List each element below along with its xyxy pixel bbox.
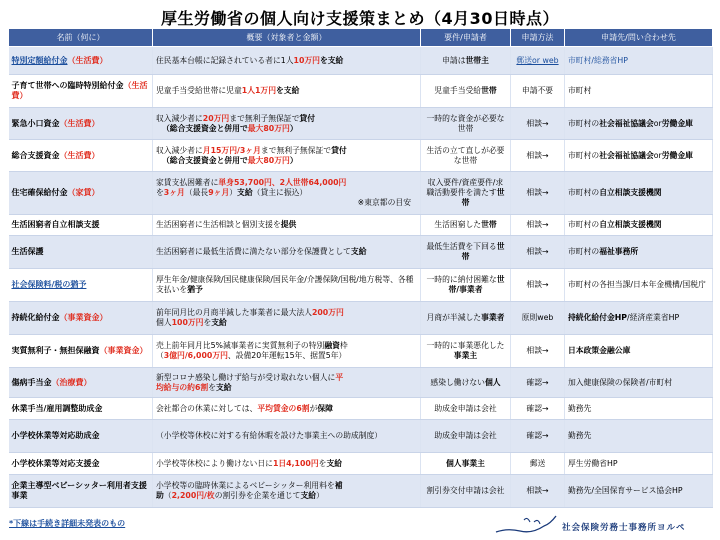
summary-text: 枠 [339,341,348,350]
row-requirement [421,140,511,172]
row-method [511,75,565,108]
contact-bold: 持続化給付金HP [568,313,628,322]
name-text: 生活困窮者自立相談支援 [11,220,100,229]
summary-text: 生活困窮者に生活相談と個別支援を [156,220,281,229]
summary-text: ） [289,123,298,133]
name-tag: （治療費） [51,377,92,387]
contact-text: 勤務先 [568,431,592,440]
row-contact [565,236,713,269]
name-text: 企業主導型ベビーシッター利用者支援事業 [11,481,147,500]
row-method [511,108,565,140]
summary-text: 小学校等の臨時休業によるベビーシッター利用料を [156,481,335,490]
row-name [9,302,153,335]
name-text: 子育て世帯への臨時特別給付金 [11,81,124,90]
summary-action: 助 [156,491,164,500]
contact-text: or [653,118,662,128]
req-text: 生活の立て直しが必要な世帯 [426,145,505,165]
summary-text: の割引券を企業を通じて [214,491,301,500]
summary-action: 貸付 [299,113,315,123]
row-summary [153,75,421,108]
req-text: 一時的に事業悪化した [426,341,505,350]
summary-amount: 平 [335,372,344,382]
row-name [9,398,153,420]
row-contact [565,269,713,302]
row-summary [153,398,421,420]
summary-text: 売上前年同月比5%減事業者に実質無利子の特別 [156,341,325,350]
summary-text: まで無利子無保証で [229,113,300,123]
table-row [9,269,713,302]
row-summary [153,302,421,335]
logo-text: 社会保険労務士事務所ヨルペ [562,523,686,533]
contact-text: 市町村の [568,118,600,128]
row-summary [153,108,421,140]
page-title: 厚生労働省の個人向け支援策まとめ（4月30日時点） [161,9,559,28]
row-requirement [421,453,511,475]
summary-text: （最長 [184,188,209,197]
req-text: 助成金申請は会社 [434,403,497,413]
summary-text: 児童手当受給世帯に児童 [156,86,242,95]
row-method [511,453,565,475]
row-method [511,236,565,269]
summary-amount: 200万円 [311,308,344,317]
table-row [9,475,713,508]
table-row [9,215,713,236]
row-summary [153,420,421,453]
contact-bold: 福祉事務所 [599,247,639,256]
row-summary [153,475,421,508]
table-header-row [9,29,713,47]
row-name [9,475,153,508]
table-row [9,368,713,398]
row-name [9,75,153,108]
row-method [511,420,565,453]
summary-text: を [203,318,212,327]
summary-amount: 9ヶ月 [208,188,230,197]
name-tag: （生活費） [59,118,100,128]
method-text: 相談→ [526,188,549,197]
row-summary [153,236,421,269]
summary-line2 [156,124,298,134]
summary-text: 厚生年金/健康保険/国民健康保険/国民年金/介護保険/国税/地方税等、各種支払いを [156,275,414,294]
row-contact [565,398,713,420]
req-bold: 世帯 [461,242,505,261]
summary-text: 前年同月比の月商半減した事業者に最大法人 [156,308,312,317]
row-requirement [421,368,511,398]
contact-bold: 社会福祉協議会 [599,150,654,160]
row-name [9,335,153,368]
row-name [9,47,153,75]
contact-text: 市町村の [568,247,600,256]
summary-amount: 平均賃金の6割 [257,403,310,413]
row-summary [153,368,421,398]
name-tag: （生活費） [67,55,108,65]
name-text: 総合支援資金 [11,150,60,160]
req-bold: 世帯/事業者 [448,275,505,294]
row-contact [565,420,713,453]
summary-line2 [156,156,298,166]
name-text: 傷病手当金 [11,377,52,387]
summary-amount: 月15万円/3ヶ月 [202,145,261,155]
yorupe-wave-logo-icon [494,512,558,536]
header-method: 申請方法 [511,29,565,47]
summary-action: を支給 [276,86,300,95]
summary-text: 個人 [156,318,172,327]
contact-text: 市町村の各担当課/日本年金機構/国税庁 [568,280,706,289]
summary-action: を支給 [319,55,344,65]
row-method [511,335,565,368]
table-row [9,453,713,475]
summary-text: 家賃支払困難者に [156,178,219,187]
summary-text: を [208,382,217,392]
summary-text: 新型コロナ感染し働けず給与が受け取れない個人に [156,372,336,382]
row-method [511,398,565,420]
summary-text: 住民基本台帳に記録されている者に1人 [156,55,294,65]
row-contact [565,453,713,475]
method-text: 相談→ [526,346,549,355]
row-requirement [421,475,511,508]
method-text: 相談→ [526,486,549,495]
name-text: 休業手当/雇用調整助成金 [11,403,103,413]
row-summary [153,335,421,368]
name-tag: （生活費） [11,81,148,100]
contact-text: 勤務先 [568,403,592,413]
row-requirement [421,172,511,215]
table-row [9,302,713,335]
contact-text: 市町村の [568,150,600,160]
summary-note: ※東京都の目安 [357,198,411,207]
contact-text: 市町村の [568,220,600,229]
row-requirement [421,75,511,108]
req-text: 助成金申請は会社 [434,431,497,440]
table-row [9,420,713,453]
summary-action: 支給 [350,247,367,256]
contact-text: 厚生労働省HP [568,458,618,468]
row-requirement [421,269,511,302]
row-contact [565,172,713,215]
contact-bold: 労働金庫 [661,118,693,128]
contact-text: or [653,150,662,160]
summary-action: 支給 [326,458,343,468]
req-text: 一時的な資金が必要な世帯 [426,113,505,133]
row-contact [565,368,713,398]
summary-amount: 3ヶ月 [163,188,185,197]
header-summary: 概要（対象者と金額） [153,29,421,47]
summary-amount: 均給与の約6割 [156,382,209,392]
contact-text: 勤務先/全国保育サービス協会HP [568,486,683,495]
row-method [511,47,565,75]
footnote: *下線は手続き詳細未発表のもの [9,519,126,528]
summary-amount: 3億円/6,000万円 [163,351,228,360]
table-row [9,172,713,215]
req-bold: 個人 [484,377,501,387]
row-contact [565,475,713,508]
row-method [511,140,565,172]
table-row [9,47,713,75]
table-row [9,335,713,368]
contact-text: 市町村の [568,188,600,197]
row-method [511,172,565,215]
header-requirement: 要件/申請者 [421,29,511,47]
row-contact [565,302,713,335]
summary-action: 支給 [237,188,253,197]
row-summary [153,215,421,236]
summary-amount: 100万円 [171,318,204,327]
header-contact: 申請先/問い合わせ先 [565,29,713,47]
name-tag: （事業資金） [99,346,148,355]
req-bold: 世帯主 [465,55,489,65]
req-text: 割引券交付申請は会社 [426,486,505,495]
support-table [8,28,713,508]
summary-amount: 最大80万円 [247,123,290,133]
summary-action: 提供 [280,220,297,229]
summary-text: （小学校等休校に対する有給休暇を設けた事業主への助成制度） [156,431,383,440]
contact-bold: 自立相談支援機関 [599,188,662,197]
req-text: 生活困窮した [434,220,482,229]
row-summary [153,140,421,172]
summary-amount: 単身53,700円、2人世帯64,000円 [218,178,347,187]
name-text[interactable]: 社会保険料/税の猶予 [11,280,87,289]
summary-text: 小学校等休校により働けない日に [156,458,273,468]
req-text: 最低生活費を下回る [426,242,497,251]
row-method [511,302,565,335]
req-bold: 個人事業主 [446,458,485,468]
table-row [9,140,713,172]
row-method [511,269,565,302]
row-requirement [421,420,511,453]
name-text[interactable]: 特別定額給付金 [11,55,68,65]
row-name [9,108,153,140]
method-text: 相談→ [526,150,549,160]
req-text: 感染し働けない [430,377,485,387]
method-text: 相談→ [526,118,549,128]
name-text: 小学校休業等対応支援金 [11,458,100,468]
method-text[interactable]: 郵送or web [516,55,559,65]
summary-text: （総合支援資金と併用で [162,155,248,165]
contact-text: 市町村 [568,86,592,95]
method-text: 確認→ [526,431,549,440]
summary-text: ） [289,155,298,165]
row-method [511,368,565,398]
req-text: 一時的に納付困難な [426,275,497,284]
summary-text: 生活困窮者に最低生活費に満たない部分を保護費として [156,247,351,256]
method-text: 原則web [521,313,554,322]
summary-text: 収入減少者に [156,113,203,123]
contact-text: /経済産業省HP [627,313,680,322]
row-summary [153,269,421,302]
row-name [9,215,153,236]
row-summary [153,47,421,75]
summary-amount: 20万円 [202,113,230,123]
req-text: 児童手当受給 [434,86,482,95]
table-row [9,236,713,269]
summary-action: 融資 [324,341,340,350]
summary-text: 会社都合の休業に対しては、 [156,403,258,413]
summary-text: （ [163,491,172,500]
req-bold: 事業主 [453,351,478,360]
method-text: 相談→ [526,220,549,229]
table-row [9,108,713,140]
row-requirement [421,236,511,269]
summary-action: 補 [334,481,343,490]
summary-text: （総合支援資金と併用で [162,123,248,133]
summary-text: を [318,458,327,468]
row-requirement [421,398,511,420]
summary-text: 、設備20年運転15年、据置5年） [227,351,347,360]
req-text: 月商が半減した [426,313,482,322]
contact-bold: 労働金庫 [661,150,693,160]
summary-amount: 1日4,100円 [272,458,319,468]
row-name [9,453,153,475]
name-text: 持続化給付金 [11,313,60,322]
name-tag: （家賃） [67,188,100,197]
method-text: 相談→ [526,280,549,289]
row-name [9,269,153,302]
req-bold: 世帯 [481,220,497,229]
row-summary [153,453,421,475]
name-text: 実質無利子・無担保融資 [11,346,100,355]
summary-action: 支給 [300,491,317,500]
contact-bold: 社会福祉協議会 [599,118,654,128]
row-name [9,368,153,398]
name-text: 緊急小口資金 [11,118,60,128]
req-bold: 世帯 [461,188,505,207]
row-contact [565,108,713,140]
summary-text: を [156,188,164,197]
summary-action: 貸付 [331,145,347,155]
summary-action: 支給 [216,382,232,392]
row-requirement [421,108,511,140]
table-row [9,398,713,420]
summary-action: 保障 [317,403,333,413]
req-bold: 世帯 [481,86,497,95]
table-row [9,75,713,108]
row-contact [565,335,713,368]
row-method [511,215,565,236]
name-tag: （事業資金） [59,313,108,322]
method-text: 確認→ [526,377,549,387]
row-contact [565,75,713,108]
row-requirement [421,215,511,236]
row-name [9,140,153,172]
contact-bold: 日本政策金融公庫 [568,346,631,355]
name-text: 住宅確保給付金 [11,188,68,197]
row-requirement [421,335,511,368]
row-summary [153,172,421,215]
summary-text: （ [156,351,164,360]
method-text: 確認→ [526,403,549,413]
summary-action: 猶予 [187,285,203,294]
row-requirement [421,302,511,335]
name-text: 生活保護 [11,247,44,256]
name-text: 小学校休業等対応助成金 [11,431,100,440]
summary-amount: 最大80万円 [247,155,290,165]
summary-text: ） [316,491,324,500]
summary-amount: 2,200円/枚 [171,491,215,500]
summary-text: ） [229,188,238,197]
summary-text: 収入減少者に [156,145,203,155]
method-text: 申請不要 [521,86,554,95]
req-text: 収入要件/資産要件/求職活動要件を満たす [426,178,504,197]
summary-amount: 10万円 [293,55,320,65]
summary-text: （貸主に振込） [252,188,308,197]
summary-text: まで無利子無保証で [260,145,332,155]
row-name [9,236,153,269]
method-text: 相談→ [526,247,549,256]
row-contact [565,215,713,236]
row-method [511,475,565,508]
header-name: 名前（何に） [9,29,153,47]
row-requirement [421,47,511,75]
contact-text: 市町村/総務省HP [568,55,628,65]
contact-bold: 自立相談支援機関 [599,220,662,229]
req-text: 申請は [442,55,466,65]
row-contact [565,47,713,75]
row-name [9,420,153,453]
summary-amount: 1人1万円 [241,86,277,95]
method-text: 郵送 [529,458,546,468]
req-bold: 事業者 [481,313,505,322]
summary-action: 支給 [211,318,227,327]
name-tag: （生活費） [59,150,100,160]
contact-text: 加入健康保険の保険者/市町村 [568,377,672,387]
summary-text: が [309,403,318,413]
row-name [9,172,153,215]
row-contact [565,140,713,172]
